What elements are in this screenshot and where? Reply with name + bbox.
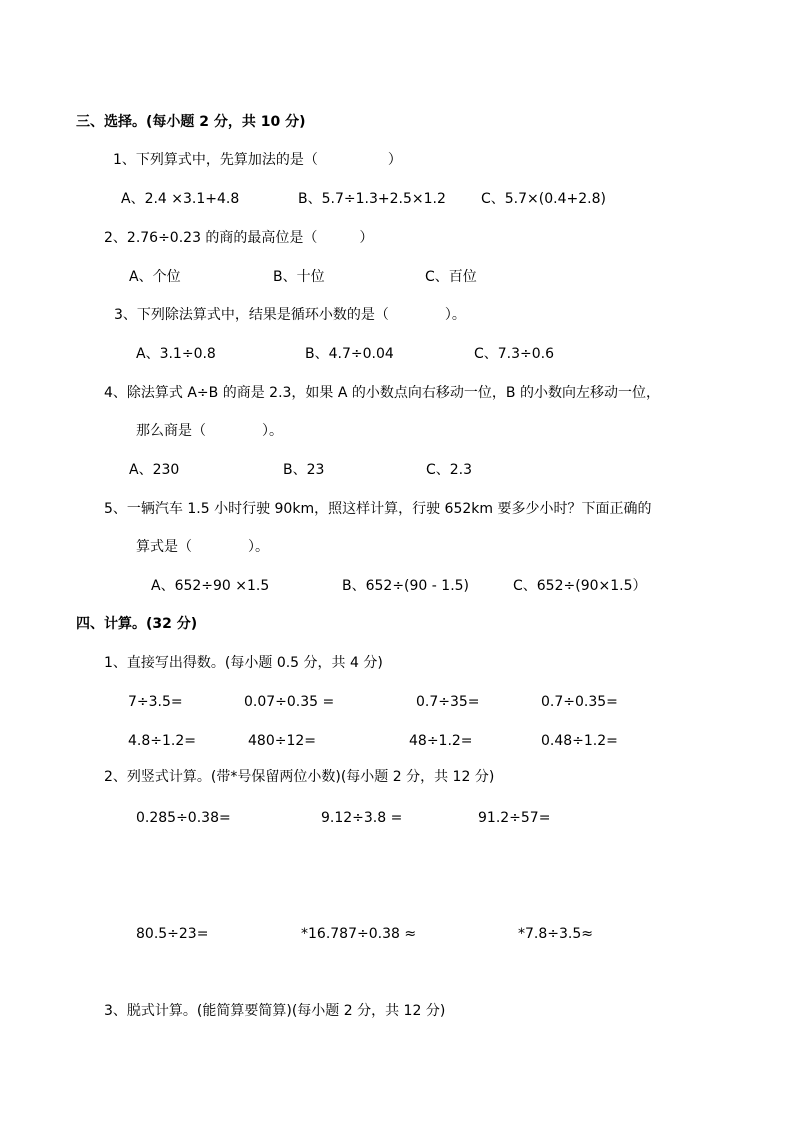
section-4-heading: 四、计算。(32 分) [76,616,198,632]
question-4-option-b: B、23 [283,462,325,478]
mental-math-item: 7÷3.5= [128,694,183,710]
question-2-stem: 2、2.76÷0.23 的商的最高位是（ ） [104,230,374,246]
question-1-option-c: C、5.7×(0.4+2.8) [481,191,606,207]
column-calc-item: *7.8÷3.5≈ [518,926,593,942]
mental-math-item: 48÷1.2= [409,733,473,749]
question-4-stem-line2: 那么商是（ ）。 [136,423,283,439]
question-1-option-b: B、5.7÷1.3+2.5×1.2 [298,191,446,207]
column-calc-item: 80.5÷23= [136,926,209,942]
part-3-title: 3、脱式计算。(能简算要简算)(每小题 2 分，共 12 分) [104,1003,446,1019]
question-5-option-c: C、652÷(90×1.5） [513,578,647,594]
question-5-option-a: A、652÷90 ×1.5 [151,578,270,594]
question-3-option-a: A、3.1÷0.8 [136,346,216,362]
question-5-stem-line2: 算式是（ ）。 [136,539,269,555]
mental-math-item: 0.7÷35= [416,694,480,710]
question-4-option-c: C、2.3 [426,462,473,478]
column-calc-item: 0.285÷0.38= [136,810,231,826]
column-calc-item: *16.787÷0.38 ≈ [301,926,417,942]
question-2-option-a: A、个位 [129,269,181,285]
part-2-title: 2、列竖式计算。(带*号保留两位小数)(每小题 2 分，共 12 分) [104,769,495,785]
mental-math-item: 0.7÷0.35= [541,694,618,710]
part-1-title: 1、直接写出得数。(每小题 0.5 分，共 4 分) [104,655,383,671]
column-calc-item: 91.2÷57= [478,810,551,826]
mental-math-item: 480÷12= [248,733,316,749]
question-3-stem: 3、下列除法算式中，结果是循环小数的是（ ）。 [114,307,466,323]
question-5-stem-line1: 5、一辆汽车 1.5 小时行驶 90km，照这样计算，行驶 652km 要多少小时？下面正确的 [104,501,652,517]
question-5-option-b: B、652÷(90 - 1.5) [342,578,470,594]
question-1-stem: 1、下列算式中，先算加法的是（ ） [113,152,402,168]
column-calc-item: 9.12÷3.8 = [321,810,403,826]
question-3-option-c: C、7.3÷0.6 [474,346,555,362]
mental-math-item: 0.48÷1.2= [541,733,618,749]
question-2-option-c: C、百位 [425,269,477,285]
section-3-heading: 三、选择。(每小题 2 分，共 10 分) [76,114,306,130]
question-4-option-a: A、230 [129,462,180,478]
question-3-option-b: B、4.7÷0.04 [305,346,394,362]
question-1-option-a: A、2.4 ×3.1+4.8 [121,191,240,207]
question-2-option-b: B、十位 [273,269,325,285]
mental-math-item: 4.8÷1.2= [128,733,196,749]
question-4-stem-line1: 4、除法算式 A÷B 的商是 2.3，如果 A 的小数点向右移动一位，B 的小数向左移动一位， [104,385,660,401]
mental-math-item: 0.07÷0.35 = [244,694,335,710]
